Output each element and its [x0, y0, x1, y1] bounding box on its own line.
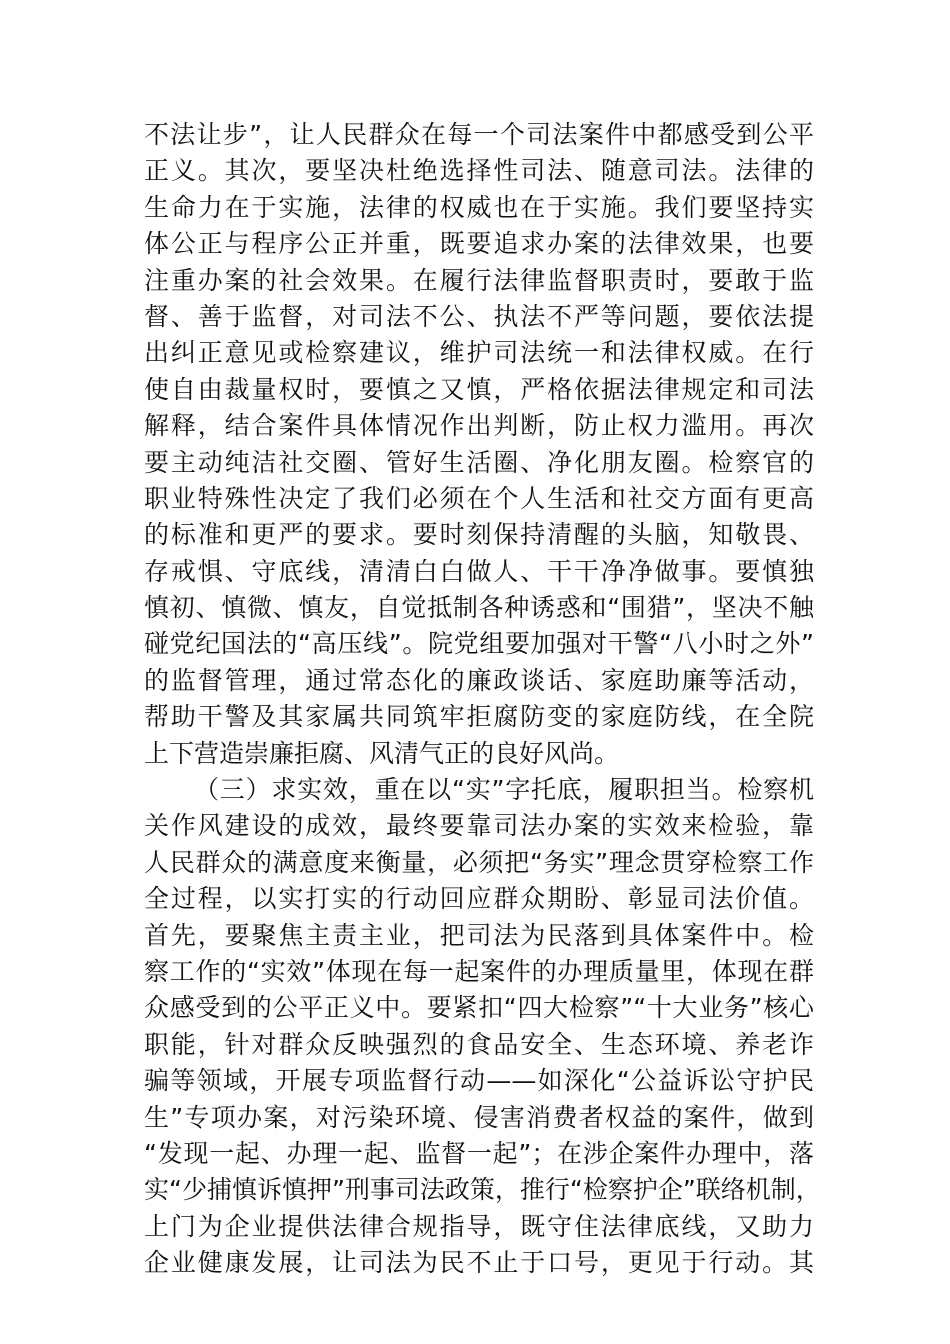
text-line: 注重办案的社会效果。在履行法律监督职责时，要敢于监	[144, 265, 814, 295]
text-line: 出纠正意见或检察建议，维护司法统一和法律权威。在行	[144, 338, 814, 368]
text-line: 骗等领域，开展专项监督行动——如深化“公益诉讼守护民	[144, 1066, 814, 1096]
text-line: 人民群众的满意度来衡量，必须把“务实”理念贯穿检察工作	[144, 847, 814, 877]
text-line: 首先，要聚焦主责主业，把司法为民落到具体案件中。检	[144, 920, 814, 950]
text-line: 实“少捕慎诉慎押”刑事司法政策，推行“检察护企”联络机制，	[144, 1175, 821, 1205]
text-line: 体公正与程序公正并重，既要追求办案的法律效果，也要	[144, 229, 814, 259]
text-line: 的监督管理，通过常态化的廉政谈话、家庭助廉等活动，	[144, 665, 814, 695]
text-line: 慎初、慎微、慎友，自觉抵制各种诱惑和“围猎”，坚决不触	[144, 593, 814, 623]
section-heading-line: （三）求实效，重在以“实”字托底，履职担当。检察机	[194, 775, 814, 805]
text-line: 众感受到的公平正义中。要紧扣“四大检察”“十大业务”核心	[144, 993, 814, 1023]
text-line: 要主动纯洁社交圈、管好生活圈、净化朋友圈。检察官的	[144, 447, 814, 477]
text-line: 帮助干警及其家属共同筑牢拒腐防变的家庭防线，在全院	[144, 702, 814, 732]
text-line: 正义。其次，要坚决杜绝选择性司法、随意司法。法律的	[144, 156, 814, 186]
text-line: 生命力在于实施，法律的权威也在于实施。我们要坚持实	[144, 192, 814, 222]
text-line: 碰党纪国法的“高压线”。院党组要加强对干警“八小时之外”	[144, 629, 814, 659]
text-line: 职能，针对群众反映强烈的食品安全、生态环境、养老诈	[144, 1029, 814, 1059]
text-line: 解释，结合案件具体情况作出判断，防止权力滥用。再次	[144, 411, 814, 441]
text-line: 上门为企业提供法律合规指导，既守住法律底线，又助力	[144, 1211, 814, 1241]
text-line: 生”专项办案，对污染环境、侵害消费者权益的案件，做到	[144, 1102, 814, 1132]
text-line: 企业健康发展，让司法为民不止于口号，更见于行动。其	[144, 1248, 814, 1278]
text-line: 存戒惧、守底线，清清白白做人、干干净净做事。要慎独	[144, 556, 814, 586]
body-text	[144, 117, 821, 1282]
text-line: 使自由裁量权时，要慎之又慎，严格依据法律规定和司法	[144, 374, 814, 404]
text-line: “发现一起、办理一起、监督一起”；在涉企案件办理中，落	[144, 1138, 814, 1168]
text-line: 关作风建设的成效，最终要靠司法办案的实效来检验，靠	[144, 811, 814, 841]
text-line: 的标准和更严的要求。要时刻保持清醒的头脑，知敬畏、	[144, 520, 814, 550]
text-line: 全过程，以实打实的行动回应群众期盼、彰显司法价值。	[144, 884, 814, 914]
text-line: 不法让步”，让人民群众在每一个司法案件中都感受到公平	[144, 120, 814, 149]
text-line: 职业特殊性决定了我们必须在个人生活和社交方面有更高	[144, 483, 814, 513]
text-line: 察工作的“实效”体现在每一起案件的办理质量里，体现在群	[144, 956, 814, 986]
text-line: 督、善于监督，对司法不公、执法不严等问题，要依法提	[144, 301, 814, 331]
paragraph-end-line: 上下营造崇廉拒腐、风清气正的良好风尚。	[144, 738, 620, 768]
